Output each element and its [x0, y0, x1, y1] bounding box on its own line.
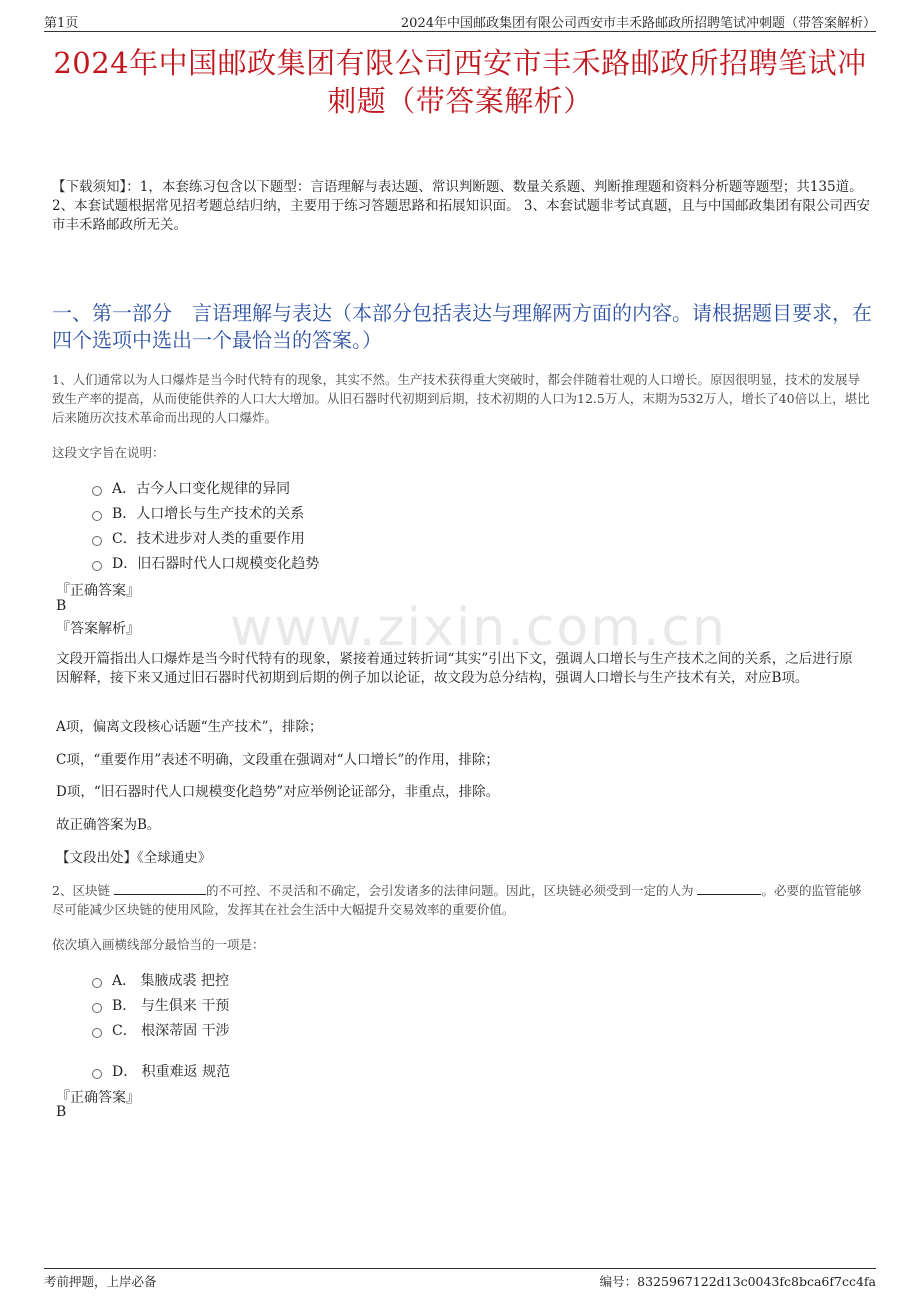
q1-option-d[interactable]: [92, 553, 319, 573]
radio-icon[interactable]: [92, 561, 102, 571]
q2-answer: B: [56, 1104, 67, 1120]
page-title: [40, 44, 880, 120]
footer-divider: [44, 1268, 876, 1269]
q2-option-d[interactable]: [92, 1061, 230, 1081]
q1-answer: B: [56, 598, 67, 614]
question-1-prompt: 这段文字旨在说明：: [52, 445, 165, 460]
page-title-line2: 刺题（带答案解析）: [327, 84, 593, 118]
q2-option-c[interactable]: [92, 1020, 230, 1040]
footer-slogan: 考前押题，上岸必备: [44, 1274, 157, 1289]
radio-icon[interactable]: [92, 1028, 102, 1038]
q1-note-d: D项，“旧石器时代人口规模变化趋势”对应举例论证部分，非重点，排除。: [56, 784, 500, 800]
radio-icon[interactable]: [92, 536, 102, 546]
q2-text-part1: 2、区块链: [52, 883, 110, 898]
option-label: C． 根深蒂固 干涉: [112, 1023, 230, 1039]
download-notice: 【下载须知】：1，本套练习包含以下题型：言语理解与表达题、常识判断题、数量关系题、判断推理题和资料分析题等题型；共135道。 2、本套试题根据常见招考题总结归纳，主要用于练习答题思路和拓展知识面。 3、本套试题非考试真题，且与中国邮政集团有限公司西安市丰禾路邮政所无关。: [52, 179, 870, 233]
question-1-text: 1、人们通常以为人口爆炸是当今时代特有的现象，其实不然。生产技术获得重大突破时，都会伴随着壮观的人口增长。原因很明显，技术的发展导致生产率的提高，从而使能供养的人口大大增加。从旧石器时代初期到后期，技术初期的人口为12.5万人，末期为532万人，增长了40倍以上，堪比后来随历次技术革命而出现的人口爆炸。: [52, 372, 870, 425]
option-label: D．旧石器时代人口规模变化趋势: [112, 556, 320, 572]
option-label: A．古今人口变化规律的异同: [112, 481, 291, 497]
q2-answer-label: 『正确答案』: [56, 1090, 140, 1106]
radio-icon[interactable]: [92, 1069, 102, 1079]
page-title-line1: 2024年中国邮政集团有限公司西安市丰禾路邮政所招聘笔试冲: [53, 46, 867, 80]
q1-note-c: C项，“重要作用”表述不明确，文段重在强调对“人口增长”的作用，排除；: [56, 752, 499, 768]
q2-text-part3: 。必要的监管能够尽可能减少区块链的使用风险，发挥其在社会生活中大幅提升交易效率的重要价值。: [52, 883, 862, 917]
q1-source: 【文段出处】《全球通史》: [56, 850, 212, 866]
header-divider: [44, 31, 876, 32]
q1-option-a[interactable]: [92, 478, 290, 498]
radio-icon[interactable]: [92, 486, 102, 496]
q1-analysis-label: 『答案解析』: [56, 621, 140, 637]
q2-text-part2: 的不可控、不灵活和不确定，会引发诸多的法律问题。因此，区块链必须受到一定的人为: [205, 883, 694, 898]
section-heading: 一、第一部分 言语理解与表达（本部分包括表达与理解两方面的内容。请根据题目要求，在四个选项中选出一个最恰当的答案。）: [52, 301, 872, 352]
option-label: B．人口增长与生产技术的关系: [112, 506, 305, 522]
page-number: 第1页: [44, 16, 79, 31]
radio-icon[interactable]: [92, 978, 102, 988]
option-label: A． 集腋成裘 把控: [112, 973, 230, 989]
option-label: C．技术进步对人类的重要作用: [112, 531, 305, 547]
question-2-prompt: 依次填入画横线部分最恰当的一项是：: [52, 937, 265, 952]
option-label: D． 积重难返 规范: [112, 1064, 231, 1080]
fill-blank-1: [114, 882, 206, 895]
q1-analysis: 文段开篇指出人口爆炸是当今时代特有的现象，紧接着通过转折词“其实”引出下文，强调人口增长与生产技术之间的关系，之后进行原因解释，接下来又通过旧石器时代初期到后期的例子加以论证，故文段为总分结构，强调人口增长与生产技术有关，对应B项。: [56, 651, 853, 686]
header-doc-title: 2024年中国邮政集团有限公司西安市丰禾路邮政所招聘笔试冲刺题（带答案解析）: [400, 16, 876, 31]
radio-icon[interactable]: [92, 511, 102, 521]
footer-doc-id: 编号：8325967122d13c0043fc8bca6f7cc4fa: [599, 1274, 876, 1289]
q1-answer-label: 『正确答案』: [56, 583, 140, 599]
q1-conclusion: 故正确答案为B。: [56, 817, 161, 833]
q2-option-a[interactable]: [92, 970, 229, 990]
q2-option-b[interactable]: [92, 995, 229, 1015]
watermark: www.zixin.com.cn: [230, 598, 727, 658]
q1-option-c[interactable]: [92, 528, 305, 548]
q1-note-a: A项，偏离文段核心话题“生产技术”，排除；: [56, 719, 323, 735]
radio-icon[interactable]: [92, 1003, 102, 1013]
option-label: B． 与生俱来 干预: [112, 998, 230, 1014]
question-2-text: [52, 881, 872, 919]
q1-option-b[interactable]: [92, 503, 304, 523]
fill-blank-2: [697, 882, 761, 895]
